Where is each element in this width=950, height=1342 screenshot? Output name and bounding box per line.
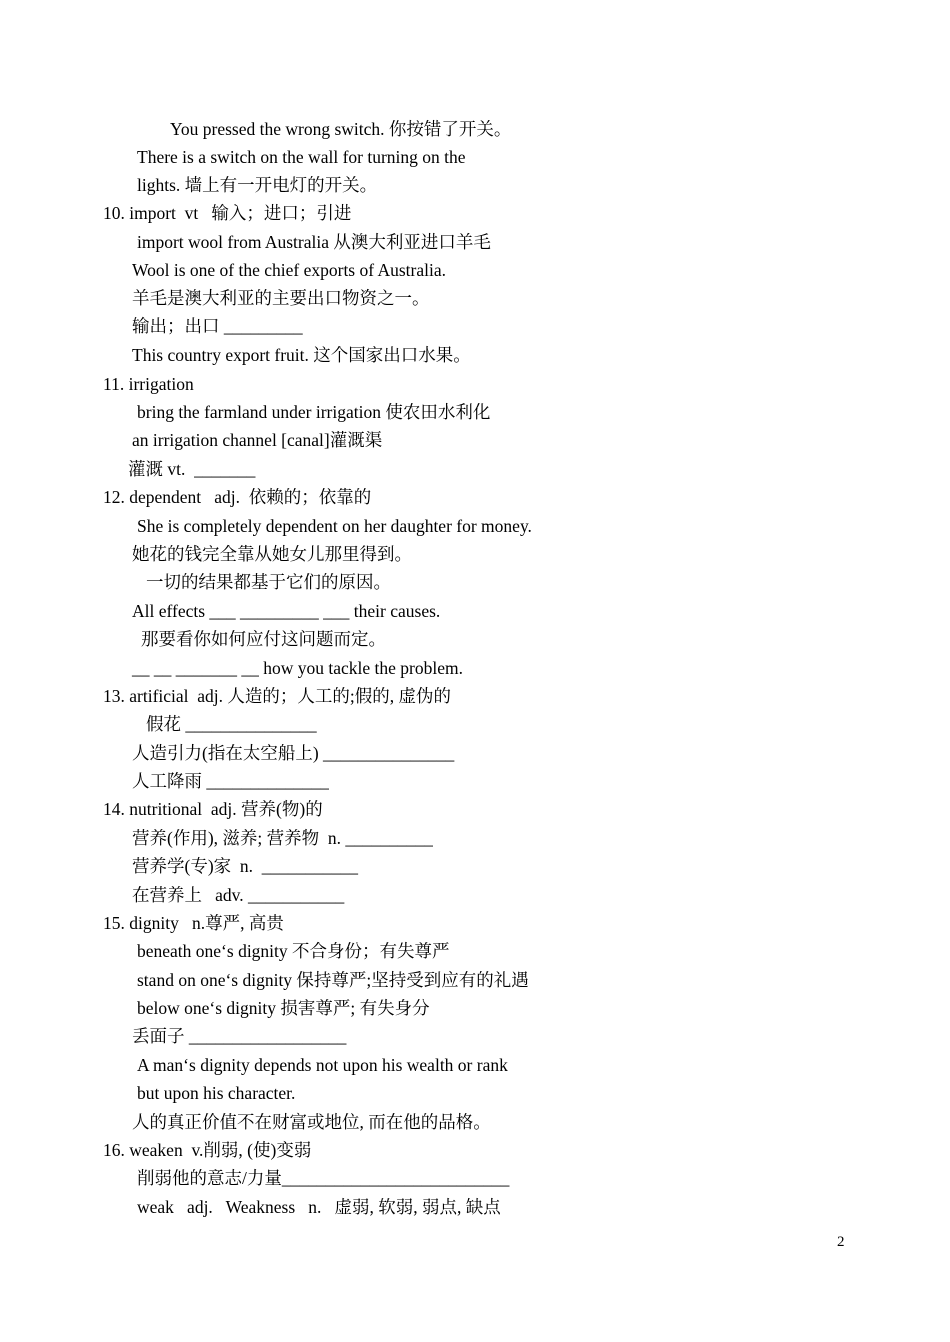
text-line: below one‘s dignity 损害尊严; 有失身分 — [137, 998, 430, 1018]
text-line: __ __ _______ __ how you tackle the problem. — [132, 658, 463, 678]
text-line: bring the farmland under irrigation 使农田水利化 — [137, 402, 491, 422]
entry-heading: 13. artificial adj. 人造的；人工的;假的, 虚伪的 — [103, 686, 452, 706]
text-line: 削弱他的意志/力量__________________________ — [137, 1168, 510, 1188]
text-line: 输出；出口 _________ — [132, 316, 303, 336]
text-line: You pressed the wrong switch. 你按错了开关。 — [170, 119, 512, 139]
entry-heading: 14. nutritional adj. 营养(物)的 — [103, 799, 323, 819]
entry-heading: 16. weaken v.削弱, (使)变弱 — [103, 1140, 312, 1160]
entry-heading: 10. import vt 输入；进口；引进 — [103, 203, 352, 223]
text-line: 灌溉 vt. _______ — [128, 459, 256, 479]
text-line: 那要看你如何应付这问题而定。 — [141, 629, 386, 649]
page-number: 2 — [837, 1234, 845, 1250]
text-line: 人造引力(指在太空船上) _______________ — [132, 743, 455, 763]
entry-heading: 11. irrigation — [103, 374, 194, 394]
text-line: lights. 墙上有一开电灯的开关。 — [137, 175, 378, 195]
text-line: All effects ___ _________ ___ their causes. — [132, 601, 441, 621]
text-line: 羊毛是澳大利亚的主要出口物资之一。 — [132, 288, 430, 308]
text-line: 营养学(专)家 n. ___________ — [132, 856, 359, 876]
text-line: There is a switch on the wall for turning on the — [137, 147, 466, 167]
text-line: A man‘s dignity depends not upon his wealth or rank — [137, 1055, 508, 1075]
text-line: This country export fruit. 这个国家出口水果。 — [132, 345, 471, 365]
text-line: 她花的钱完全靠从她女儿那里得到。 — [132, 544, 412, 564]
entry-heading: 15. dignity n.尊严, 高贵 — [103, 913, 284, 933]
text-line: 一切的结果都基于它们的原因。 — [146, 572, 391, 592]
entry-heading: 12. dependent adj. 依赖的；依靠的 — [103, 487, 372, 507]
text-line: Wool is one of the chief exports of Australia. — [132, 260, 447, 280]
text-line: but upon his character. — [137, 1083, 296, 1103]
text-line: an irrigation channel [canal]灌溉渠 — [132, 430, 383, 450]
text-line: stand on one‘s dignity 保持尊严;坚持受到应有的礼遇 — [137, 970, 529, 990]
text-line: beneath one‘s dignity 不合身份；有失尊严 — [137, 941, 450, 961]
text-line: 人工降雨 ______________ — [132, 771, 329, 791]
text-line: 营养(作用), 滋养; 营养物 n. __________ — [132, 828, 433, 848]
text-line: 在营养上 adv. ___________ — [132, 885, 345, 905]
text-line: 假花 _______________ — [146, 714, 317, 734]
text-line: 人的真正价值不在财富或地位, 而在他的品格。 — [132, 1112, 491, 1132]
text-line: import wool from Australia 从澳大利亚进口羊毛 — [137, 232, 491, 252]
text-line: weak adj. Weakness n. 虚弱, 软弱, 弱点, 缺点 — [137, 1197, 501, 1217]
text-line: She is completely dependent on her daughter for money. — [137, 516, 532, 536]
text-line: 丢面子 __________________ — [132, 1026, 347, 1046]
